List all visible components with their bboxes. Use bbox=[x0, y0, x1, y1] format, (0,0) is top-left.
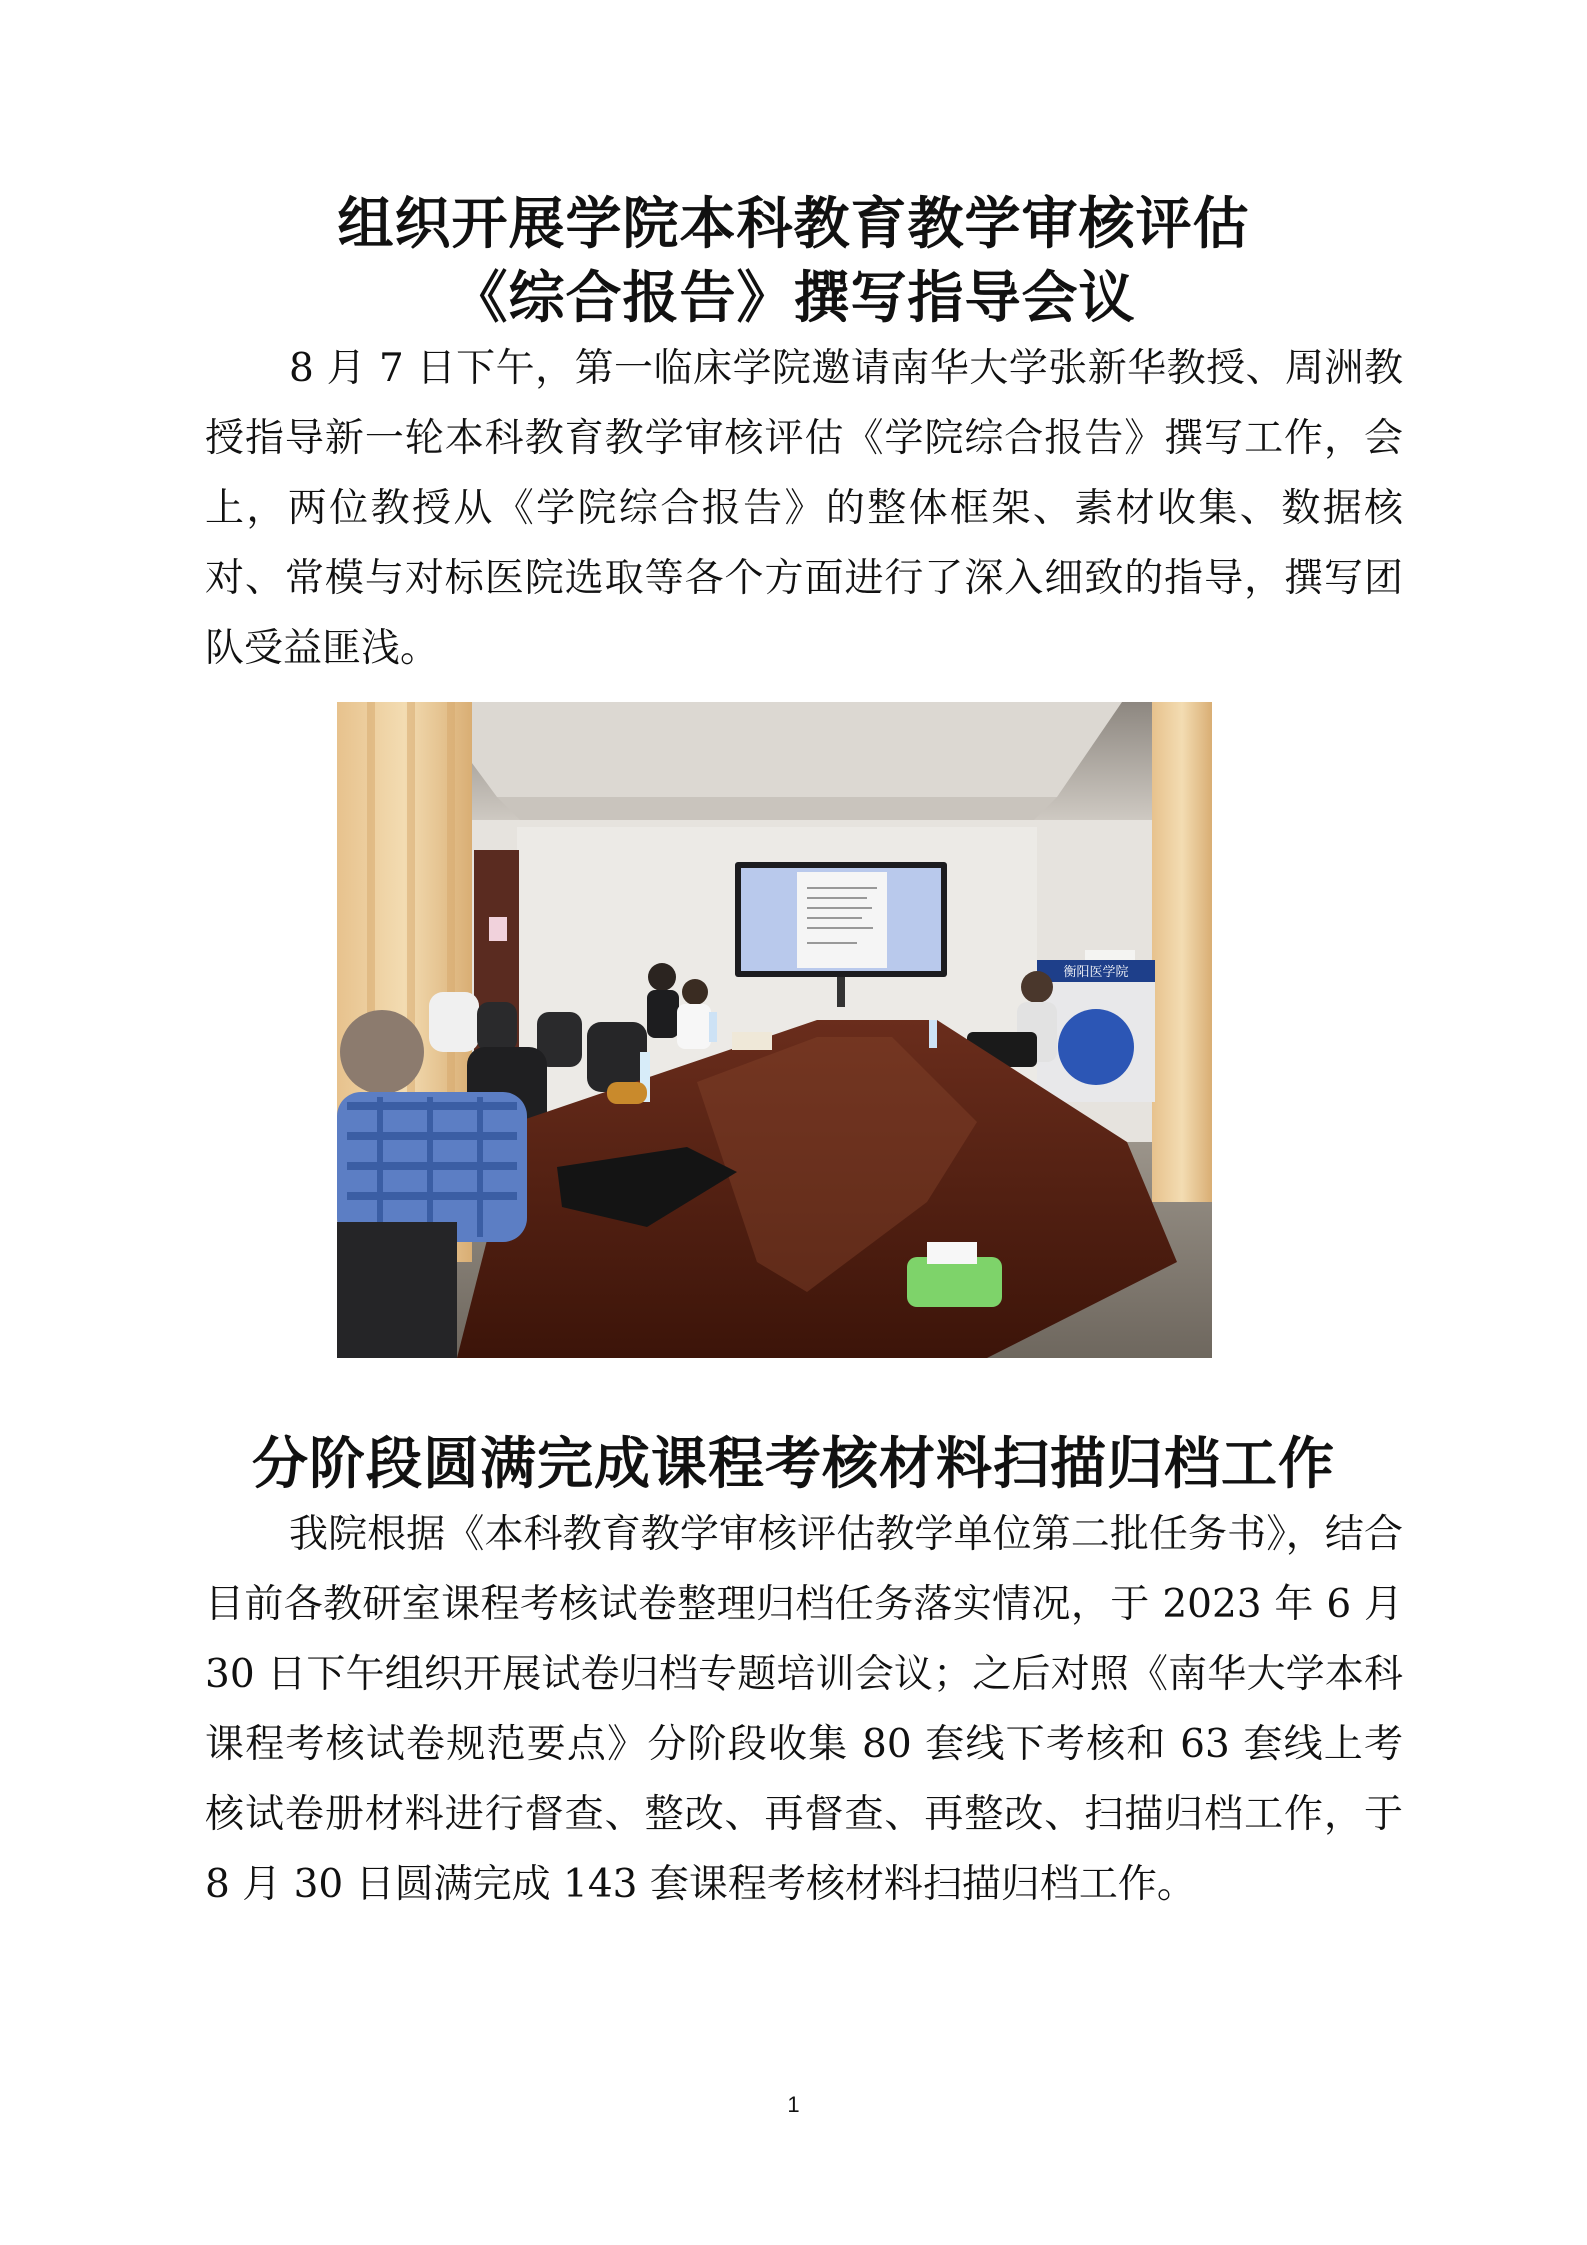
section1-paragraph: 8 月 7 日下午，第一临床学院邀请南华大学张新华教授、周洲教授指导新一轮本科教育教学审核评估《学院综合报告》撰写工作，会上，两位教授从《学院综合报告》的整体框架、素材收集、数据核对、常模与对标医院选取等各个方面进行了深入细致的指导，撰写团队受益匪浅。 bbox=[205, 346, 1403, 671]
section2-title: 分阶段圆满完成课程考核材料扫描归档工作 bbox=[252, 1431, 1335, 1497]
page-number: 1 bbox=[787, 2092, 800, 2117]
meeting-photo bbox=[337, 702, 1212, 1358]
section1-title-line2: 《综合报告》撰写指导会议 bbox=[451, 265, 1136, 331]
section2-paragraph: 我院根据《本科教育教学审核评估教学单位第二批任务书》，结合目前各教研室课程考核试卷整理归档任务落实情况，于 2023 年 6 月 30 日下午组织开展试卷归档专题培训会议；之后对照《南华大学本科课程考核试卷规范要点》分阶段收集 80 套线下考核和 63 套线上考核试卷册材料进行督查、整改、再督查、再整改、扫描归档工作，于 8 月 30 日圆满完成 143 套课程考核材料扫描归档工作。 bbox=[205, 1512, 1403, 1907]
section1-title-line1: 组织开展学院本科教育教学审核评估 bbox=[337, 191, 1250, 257]
podium-sign: 衡阳医学院 bbox=[1063, 965, 1129, 980]
